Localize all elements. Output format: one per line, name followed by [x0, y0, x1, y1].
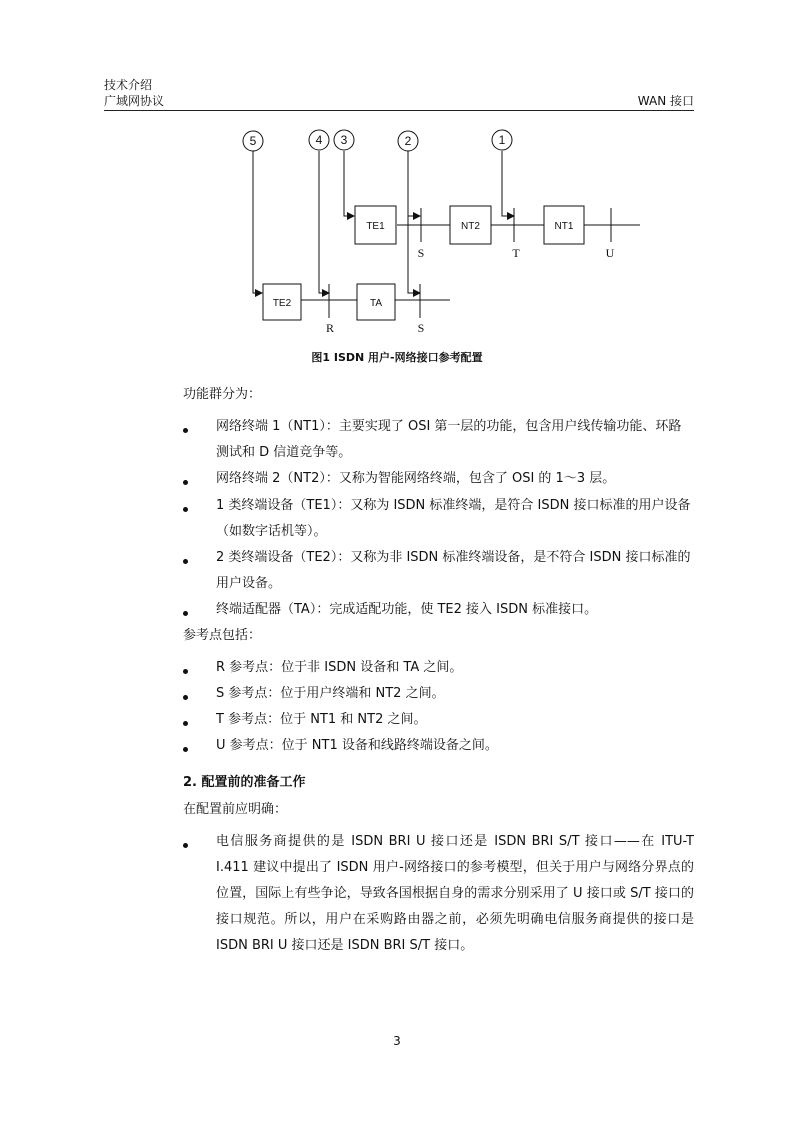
- circle-5-label: 5: [249, 134, 257, 148]
- list-item-ref-r: R 参考点：位于非 ISDN 设备和 TA 之间。: [216, 660, 463, 675]
- intro-reference-points: 参考点包括：: [183, 628, 262, 643]
- header-chapter: WAN 接口: [637, 94, 694, 108]
- point-s-top-label: S: [417, 246, 425, 260]
- box-nt1-label: NT1: [554, 221, 574, 232]
- circle-1-label: 1: [498, 133, 506, 147]
- point-s-bottom-label: S: [417, 321, 425, 335]
- box-nt2-label: NT2: [461, 221, 480, 232]
- bullet-dot: [183, 721, 188, 726]
- box-te1-label: TE1: [366, 221, 385, 232]
- list-item-ref-t: T 参考点：位于 NT1 和 NT2 之间。: [216, 712, 427, 727]
- circle-3-label: 3: [340, 133, 348, 147]
- bullet-dot: [183, 611, 188, 616]
- list-item-interface-type: 电信服务商提供的是 ISDN BRI U 接口还是 ISDN BRI S/T 接口——在 ITU-T I.411 建议中提出了 ISDN 用户-网络接口的参考模型，但关于用户与网络分界点的位置，国际上有些争论，导致各国根据自身的需求分别采用了 U 接口或 S/T 接口的接口规范。所以，用户在采购路由器之前，必须先明确电信服务商提供的接口是 ISDN BRI U 接口还是 ISDN BRI S/T 接口。: [216, 834, 694, 953]
- intro-functional-groups: 功能群分为：: [183, 387, 262, 402]
- bullet-dot: [183, 480, 188, 485]
- list-item-ref-s: S 参考点：位于用户终端和 NT2 之间。: [216, 686, 445, 701]
- box-te2-label: TE2: [272, 298, 292, 309]
- list-item-te1: 1 类终端设备（TE1）：又称为 ISDN 标准终端，是符合 ISDN 接口标准的用户设备（如数字话机等）。: [216, 498, 691, 539]
- bullet-dot: [183, 669, 188, 674]
- figure-caption: 图1 ISDN 用户-网络接口参考配置: [311, 351, 483, 364]
- leader-4: [319, 151, 329, 293]
- bullet-dot: [183, 747, 188, 752]
- bullet-dot: [183, 507, 188, 512]
- point-r-label: R: [325, 321, 335, 335]
- point-u-label: U: [605, 246, 615, 260]
- leader-5: [253, 151, 262, 293]
- list-item-nt2: 网络终端 2（NT2）：又称为智能网络终端，包含了 OSI 的 1～3 层。: [216, 471, 616, 486]
- header-doc-title: 广域网协议: [104, 94, 165, 108]
- leader-3: [344, 151, 354, 216]
- bullet-dot: [183, 559, 188, 564]
- leader-2: [408, 151, 420, 293]
- section-heading: 2. 配置前的准备工作: [183, 775, 306, 790]
- page-number: 3: [393, 1034, 401, 1048]
- list-item-nt1: 网络终端 1（NT1）：主要实现了 OSI 第一层的功能，包含用户线传输功能、环路测试和 D 信道竞争等。: [216, 419, 682, 460]
- isdn-reference-diagram: [0, 0, 794, 345]
- point-t-label: T: [512, 246, 520, 260]
- circle-4-label: 4: [315, 133, 323, 147]
- circle-2-label: 2: [404, 134, 412, 148]
- list-item-ref-u: U 参考点：位于 NT1 设备和线路终端设备之间。: [216, 738, 498, 753]
- bullet-dot: [183, 695, 188, 700]
- box-ta-label: TA: [369, 298, 383, 309]
- header-doc-type: 技术介绍: [104, 78, 153, 92]
- list-item-te2: 2 类终端设备（TE2）：又称为非 ISDN 标准终端设备，是不符合 ISDN 接口标准的用户设备。: [216, 550, 691, 591]
- intro-prerequisites: 在配置前应明确：: [183, 802, 288, 817]
- bullet-dot: [183, 843, 188, 848]
- list-item-ta: 终端适配器（TA）：完成适配功能，使 TE2 接入 ISDN 标准接口。: [216, 602, 598, 617]
- bullet-dot: [183, 428, 188, 433]
- leader-1: [502, 151, 514, 216]
